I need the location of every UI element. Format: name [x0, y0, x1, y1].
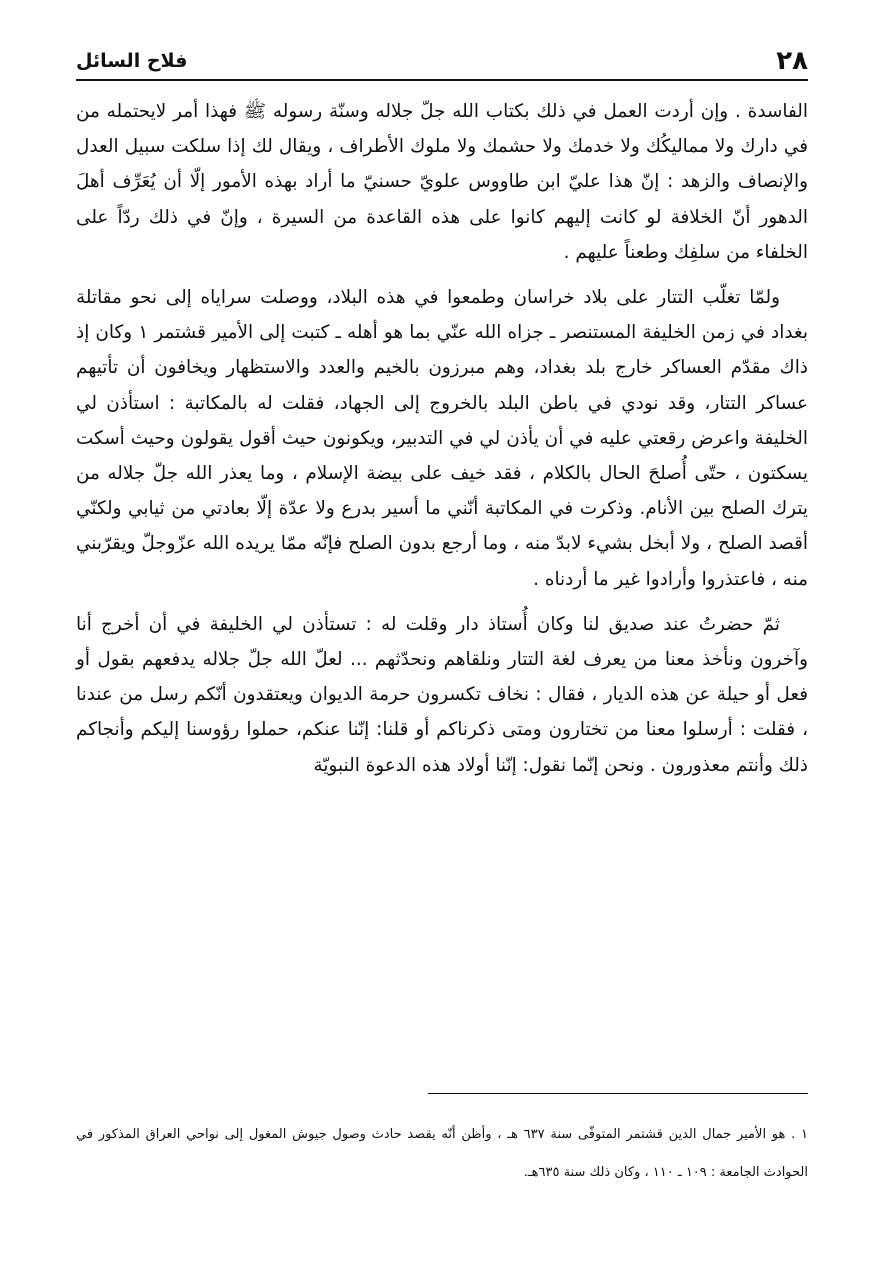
header-rule	[76, 79, 808, 81]
running-title: فلاح السائل	[76, 50, 188, 72]
paragraph: ولمّا تغلّب التتار على بلاد خراسان وطمعوا في هذه البلاد، ووصلت سراياه إلى نحو مقاتلة بغداد في زمن الخليفة المستنصر ـ جزاه الله عنّي بما هو أهله ـ كتبت إلى الأمير قشتمر ١ وكان إذ ذاك مقدّم العساكر خارج بلد بغداد، وهم مبرزون بالخيم والعدد والاستظهار ويخافون أن تأتيهم عساكر التتار، وقد نودي في باطن البلد بالخروج إلى الجهاد، فقلت له بالمكاتبة : استأذن لي الخليفة واعرض رقعتي عليه في أن يأذن لي في التدبير، ويكونون حيث أقول يقولون وحيث أسكت يسكتون ، حتّى أُصلحَ الحال بالكلام ، فقد خيف على بيضة الإسلام ، وما يعذر الله جلّ جلاله من يترك الصلح بين الأنام. وذكرت في المكاتبة أنّني ما أسير بدرع ولا عدّة إلّا بعادتي من ثيابي ولكنّي أقصد الصلح ، ولا أبخل بشيء لابدّ منه ، وما أرجع بدون الصلح فإنّه ممّا يريده الله عزّوجلّ ويقرّبني منه ، فاعتذروا وأرادوا غير ما أردناه .	[76, 287, 808, 590]
footnote: ١ . هو الأمير جمال الدين قشتمر المتوفّى سنة ٦٣٧ هـ ، وأظن أنّه يقصد حادث وصول جيوش المغول إلى نواحي العراق المذكور في الحوادث الجامعة : ١٠٩ ـ ١١٠ ، وكان ذلك سنة ٦٣٥هـ.	[76, 1127, 808, 1180]
page-number: ٢٨	[776, 46, 808, 76]
paragraph: الفاسدة . وإن أردت العمل في ذلك بكتاب الله جلّ جلاله وسنّة رسوله ﷺ فهذا أمر لايحتمله من في دارك ولا مماليكُك ولا خدمك ولا حشمك ولا ملوك الأطراف ، ويقال لك إذا سلكت سبيل العدل والإنصاف والزهد : إنّ هذا عليّ ابن طاووس علويّ حسنيّ ما أراد بهذه الأمور إلّا أن يُعَرِّف أهلَ الدهور أنّ الخلافة لو كانت إليهم كانوا على هذه القاعدة من السيرة ، وإنّ في ذلك ردّاً على الخلفاء من سلفِك وطعناً عليهم .	[76, 101, 808, 263]
main-text	[76, 94, 808, 793]
footnote-rule	[428, 1093, 808, 1094]
paragraph: ثمّ حضرتُ عند صديق لنا وكان أُستاذ دار وقلت له : تستأذن لي الخليفة في أن أخرج أنا وآخرون ونأخذ معنا من يعرف لغة التتار ونلقاهم ونحدّثهم ... لعلّ الله جلّ جلاله يدفعهم بقول أو فعل أو حيلة عن هذه الديار ، فقال : نخاف تكسرون حرمة الديوان ويعتقدون أنّكم رسل من عندنا ، فقلت : أرسلوا معنا من تختارون ومتى ذكرناكم أو قلنا: إنّنا عنكم، حملوا رؤوسنا إليكم وأنجاكم ذلك وأنتم معذورون . ونحن إنّما نقول: إنّنا أولاد هذه الدعوة النبويّة	[76, 613, 808, 776]
footnotes	[76, 1116, 808, 1192]
page-header	[76, 32, 808, 76]
